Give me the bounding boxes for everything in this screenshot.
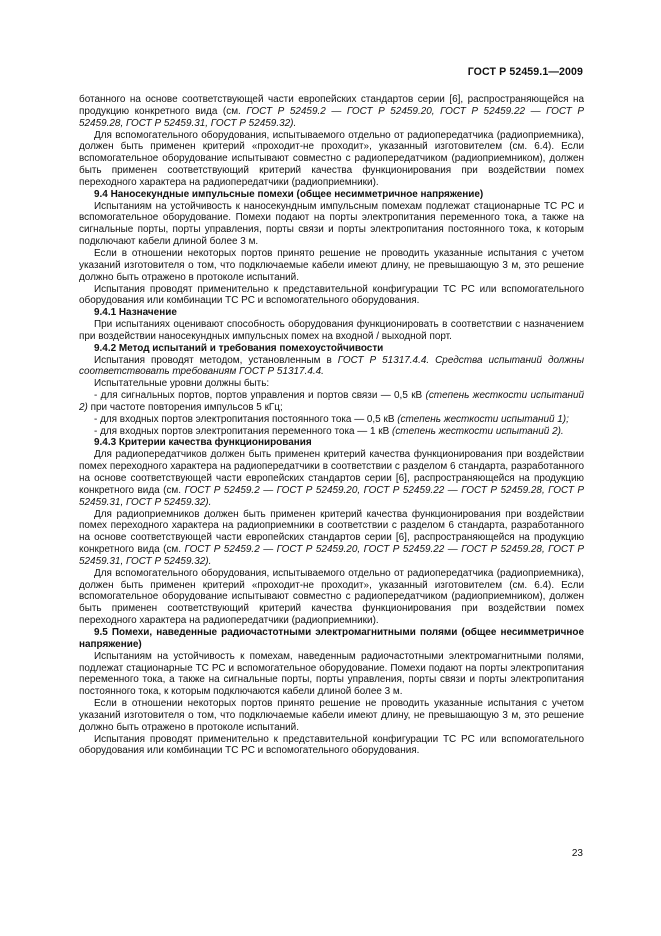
paragraph: Если в отношении некоторых портов принято решение не проводить указанные испытания с учетом указаний изготовителя о том, что подключаемые кабели имеют длину, не превышающую 3 м, это решение должно быть отражено в протоколе испытаний.: [79, 247, 584, 283]
page-body: [79, 94, 584, 757]
list-item: - для входных портов электропитания переменного тока — 1 кВ (степень жесткости испытаний 2).: [94, 425, 564, 437]
paragraph-continued: ботанного на основе соответствующей части европейских стандартов серии [6], распространяющейся на продукцию конкретного вида (см. ГОСТ Р 52459.2 — ГОСТ Р 52459.20, ГОСТ Р 52459.22 — ГОСТ Р 52459.28, ГОСТ Р 52459.31, ГОСТ Р 52459.32).: [79, 94, 584, 129]
subsection-heading-9-4-3: 9.4.3 Критерии качества функционирования: [94, 437, 312, 449]
paragraph: Для вспомогательного оборудования, испытываемого отдельно от радиопередатчика (радиоприемника), должен быть применен критерий «проходит-не проходит», указанный изготовителем (см. 6.4). Если вспомогательное оборудование испытывают совместно с радиопередатчиком (радиоприемником), должен быть применен соответствующий критерий качества функционирования при воздействии помех переходного характера на радиопередатчики (радиоприемники).: [79, 567, 584, 627]
page-number: 23: [571, 848, 583, 859]
paragraph: Испытательные уровни должны быть:: [94, 378, 270, 390]
paragraph: Испытания проводят применительно к представительной конфигурации ТС РС или вспомогательного оборудования или комбинации ТС РС и вспомогательного оборудования.: [79, 733, 584, 757]
list-item: - для сигнальных портов, портов управления и портов связи — 0,5 кВ (степень жесткости испытаний 2) при частоте повторения импульсов 5 кГц;: [79, 390, 584, 413]
paragraph: Для радиоприемников должен быть применен критерий качества функционирования при воздействии помех переходного характера на радиоприемники в соответствии с разделом 6 стандарта, разработанного на основе соответствующей части европейских стандартов серии [6], распространяющейся на продукцию конкретного вида (см. ГОСТ Р 52459.2 — ГОСТ Р 52459.20, ГОСТ Р 52459.22 — ГОСТ Р 52459.28, ГОСТ Р 52459.31, ГОСТ Р 52459.32).: [79, 508, 585, 567]
paragraph: Испытаниям на устойчивость к наносекундным импульсным помехам подлежат стационарные ТС РС и вспомогательное оборудование. Помехи подают на порты электропитания переменного тока, а также на сигнальные порты, порты управления, порты связи и порты электропитания постоянного тока, к которым подключают кабели длиной более 3 м.: [79, 200, 584, 248]
section-heading-9-5: 9.5 Помехи, наведенные радиочастотными электромагнитными полями (общее несимметричное напряжение): [79, 626, 584, 650]
document-id-header: ГОСТ Р 52459.1—2009: [467, 66, 583, 78]
subsection-heading-9-4-1: 9.4.1 Назначение: [94, 307, 177, 319]
paragraph: Испытаниям на устойчивость к помехам, наведенным радиочастотными электромагнитными полями, подлежат стационарные ТС РС и вспомогательное оборудование. Помехи подают на порты электропитания переменного тока, а также на сигнальные порты, порты управления, порты связи и порты электропитания постоянного тока, к которым подключаются кабели длиной более 3 м.: [79, 650, 584, 698]
list-item: - для входных портов электропитания постоянного тока — 0,5 кВ (степень жесткости испытаний 1);: [94, 413, 569, 425]
paragraph: Если в отношении некоторых портов принято решение не проводить указанные испытания с учетом указаний изготовителя о том, что подключаемые кабели имеют длину, не превышающую 3 м, это решение должно быть отражено в протоколе испытаний.: [79, 698, 584, 733]
paragraph: При испытаниях оценивают способность оборудования функционировать в соответствии с назначением при воздействии наносекундных импульсных помех на входной / выходной порт.: [79, 319, 584, 342]
paragraph: Для радиопередатчиков должен быть применен критерий качества функционирования при воздействии помех переходного характера на радиопередатчики в соответствии с разделом 6 стандарта, разработанного на основе соответствующей части европейских стандартов серии [6], распространяющейся на продукцию конкретного вида (см. ГОСТ Р 52459.2 — ГОСТ Р 52459.20, ГОСТ Р 52459.22 — ГОСТ Р 52459.28, ГОСТ Р 52459.31, ГОСТ Р 52459.32).: [79, 449, 585, 508]
paragraph: Испытания проводят методом, установленным в ГОСТ Р 51317.4.4. Средства испытаний должны соответствовать требованиям ГОСТ Р 51317.4.4.: [79, 354, 585, 378]
paragraph: Для вспомогательного оборудования, испытываемого отдельно от радиопередатчика (радиоприемника), должен быть применен критерий «проходит-не проходит», указанный изготовителем (см. 6.4). Если вспомогательное оборудование испытывают совместно с радиопередатчиком (радиоприемником), должен быть применен соответствующий критерий качества функционирования при воздействии помех переходного характера на радиопередатчики (радиоприемники).: [79, 129, 584, 188]
subsection-heading-9-4-2: 9.4.2 Метод испытаний и требования помехоустойчивости: [94, 342, 384, 354]
paragraph: Испытания проводят применительно к представительной конфигурации ТС РС или вспомогательного оборудования или комбинации ТС РС и вспомогательного оборудования.: [79, 283, 584, 307]
section-heading-9-4: 9.4 Наносекундные импульсные помехи (общее несимметричное напряжение): [94, 188, 484, 200]
